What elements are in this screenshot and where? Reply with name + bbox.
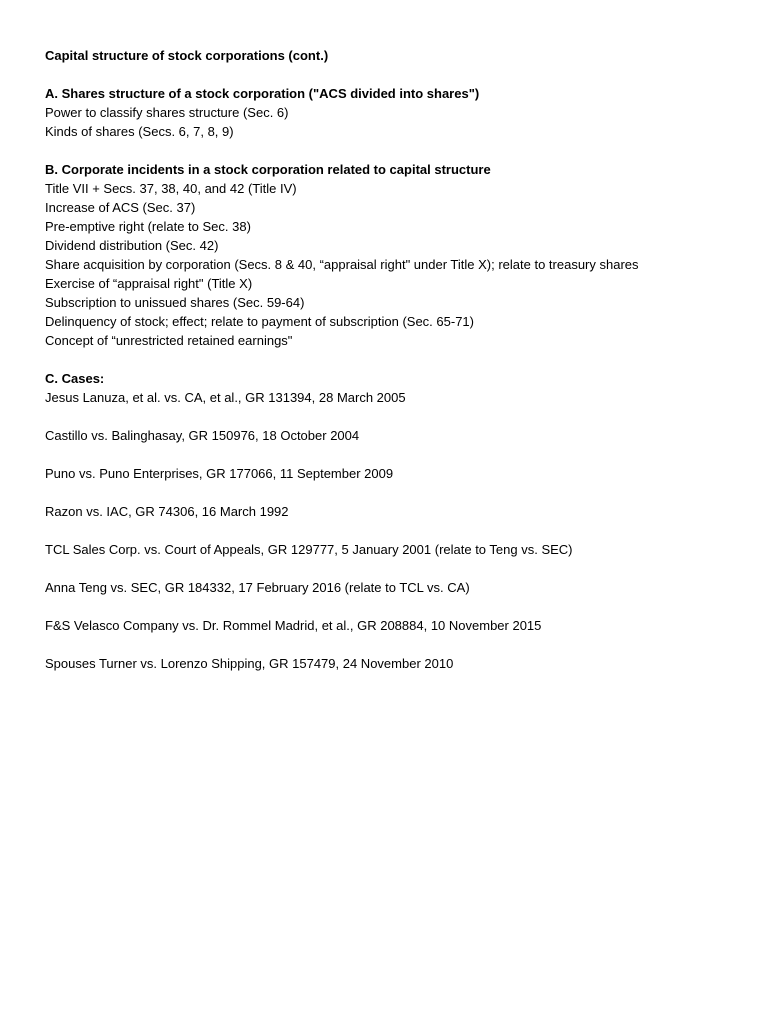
spacer: [45, 141, 745, 160]
section-a-item: Kinds of shares (Secs. 6, 7, 8, 9): [45, 124, 234, 139]
case-item: F&S Velasco Company vs. Dr. Rommel Madrid, et al., GR 208884, 10 November 2015: [45, 618, 542, 633]
spacer: [45, 350, 745, 369]
spacer: [45, 483, 745, 502]
section-b-heading: B. Corporate incidents in a stock corporation related to capital structure: [45, 162, 491, 177]
spacer: [45, 65, 745, 84]
section-a-item: Power to classify shares structure (Sec. 6): [45, 105, 289, 120]
case-item: TCL Sales Corp. vs. Court of Appeals, GR 129777, 5 January 2001 (relate to Teng vs. SEC): [45, 542, 573, 557]
spacer: [45, 521, 745, 540]
case-item: Razon vs. IAC, GR 74306, 16 March 1992: [45, 504, 289, 519]
case-item: Spouses Turner vs. Lorenzo Shipping, GR 157479, 24 November 2010: [45, 656, 454, 671]
section-b-item: Delinquency of stock; effect; relate to payment of subscription (Sec. 65-71): [45, 314, 474, 329]
spacer: [45, 635, 745, 654]
section-b-item: Dividend distribution (Sec. 42): [45, 238, 219, 253]
section-b-item: Increase of ACS (Sec. 37): [45, 200, 196, 215]
case-item: Castillo vs. Balinghasay, GR 150976, 18 October 2004: [45, 428, 360, 443]
section-c-heading: C. Cases:: [45, 371, 105, 386]
spacer: [45, 407, 745, 426]
spacer: [45, 445, 745, 464]
section-b-item: Subscription to unissued shares (Sec. 59-64): [45, 295, 305, 310]
spacer: [45, 559, 745, 578]
spacer: [45, 597, 745, 616]
section-b-item: Concept of “unrestricted retained earnings": [45, 333, 293, 348]
case-item: Anna Teng vs. SEC, GR 184332, 17 February 2016 (relate to TCL vs. CA): [45, 580, 470, 595]
section-a-heading: A. Shares structure of a stock corporation ("ACS divided into shares"): [45, 86, 480, 101]
section-b-item: Share acquisition by corporation (Secs. 8 & 40, “appraisal right" under Title X); relate to treasury shares: [45, 257, 639, 272]
section-b-item: Pre-emptive right (relate to Sec. 38): [45, 219, 251, 234]
document-page: [45, 46, 745, 673]
case-item: Jesus Lanuza, et al. vs. CA, et al., GR 131394, 28 March 2005: [45, 390, 406, 405]
section-b-item: Exercise of “appraisal right" (Title X): [45, 276, 253, 291]
case-item: Puno vs. Puno Enterprises, GR 177066, 11 September 2009: [45, 466, 394, 481]
section-b-item: Title VII + Secs. 37, 38, 40, and 42 (Title IV): [45, 181, 297, 196]
document-title: Capital structure of stock corporations (cont.): [45, 48, 329, 63]
